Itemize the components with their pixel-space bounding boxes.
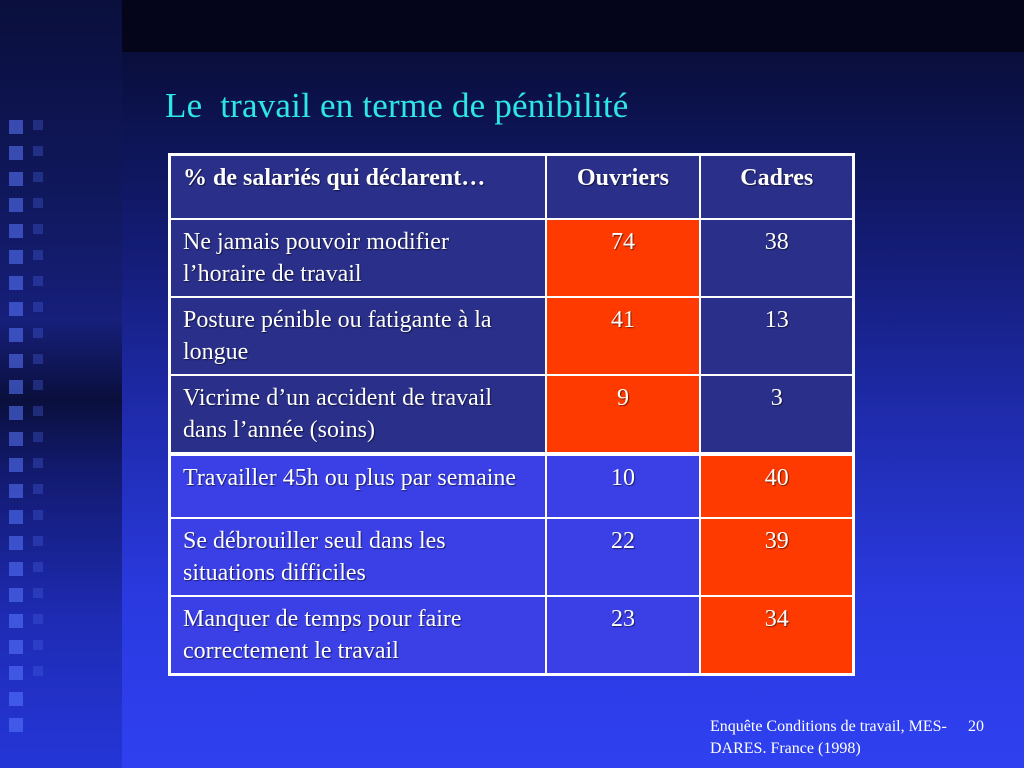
row-label: Vicrime d’un accident de travail dans l’année (soins): [170, 375, 546, 454]
header-cadres: Cadres: [700, 155, 854, 219]
cell-cadres: 3: [700, 375, 854, 454]
row-label: Manquer de temps pour faire correctement le travail: [170, 596, 546, 675]
cell-cadres: 38: [700, 219, 854, 297]
table-row: [170, 219, 854, 297]
page-number: 20: [968, 718, 984, 735]
table-row: [170, 375, 854, 454]
cell-ouvriers: 9: [546, 375, 700, 454]
top-band: [122, 0, 1024, 52]
header-label: % de salariés qui déclarent…: [170, 155, 546, 219]
table-header-row: [170, 155, 854, 219]
table-row: [170, 596, 854, 675]
cell-ouvriers: 22: [546, 518, 700, 596]
cell-cadres: 40: [700, 454, 854, 518]
cell-ouvriers: 10: [546, 454, 700, 518]
decorative-squares: [9, 120, 25, 744]
cell-cadres: 34: [700, 596, 854, 675]
cell-ouvriers: 74: [546, 219, 700, 297]
row-label: Travailler 45h ou plus par semaine: [170, 454, 546, 518]
decorative-squares-secondary: [33, 120, 49, 692]
table-row: [170, 297, 854, 375]
penibility-table: [168, 153, 855, 676]
cell-cadres: 13: [700, 297, 854, 375]
header-ouvriers: Ouvriers: [546, 155, 700, 219]
row-label: Posture pénible ou fatigante à la longue: [170, 297, 546, 375]
cell-ouvriers: 41: [546, 297, 700, 375]
table-row: [170, 518, 854, 596]
left-decorative-strip: [0, 0, 122, 768]
slide-title: Le travail en terme de pénibilité: [165, 86, 629, 125]
cell-ouvriers: 23: [546, 596, 700, 675]
source-citation: Enquête Conditions de travail, MES-DARES. France (1998): [710, 718, 947, 757]
cell-cadres: 39: [700, 518, 854, 596]
row-label: Ne jamais pouvoir modifier l’horaire de travail: [170, 219, 546, 297]
table-row: [170, 454, 854, 518]
row-label: Se débrouiller seul dans les situations difficiles: [170, 518, 546, 596]
